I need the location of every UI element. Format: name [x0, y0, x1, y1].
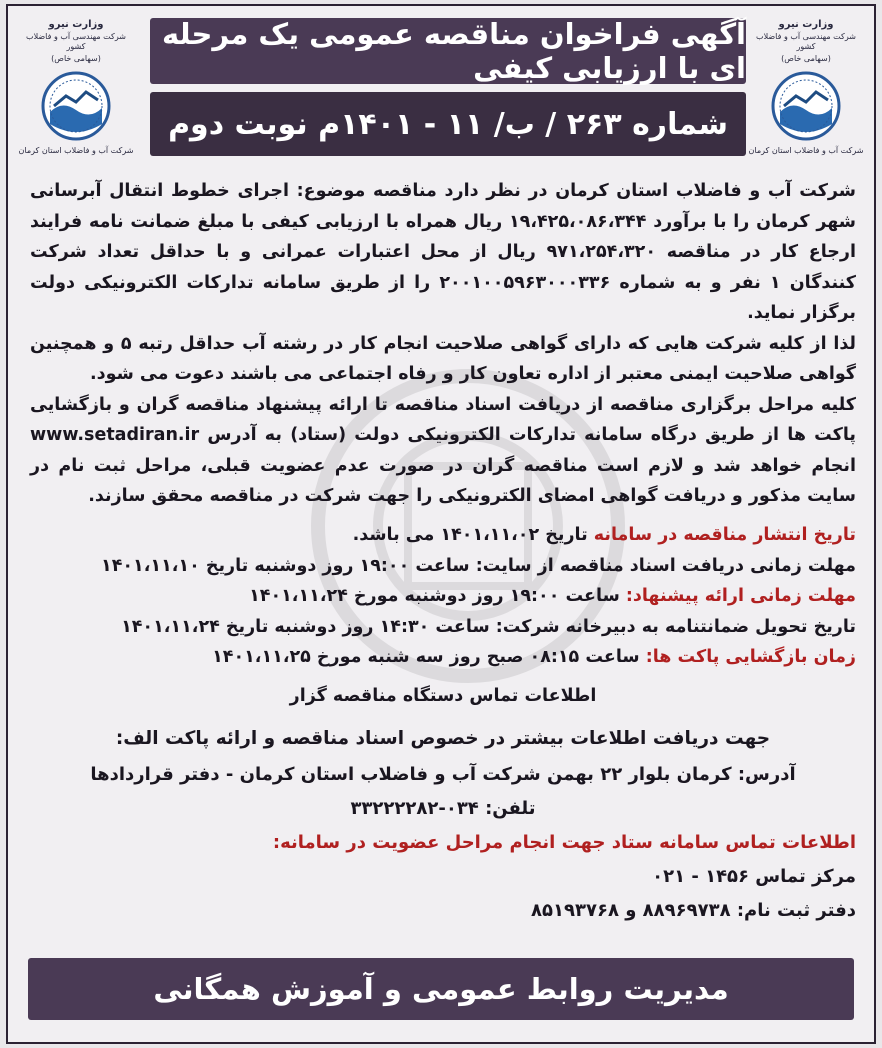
footer-banner: مدیریت روابط عمومی و آموزش همگانی	[28, 958, 854, 1020]
notice-title: آگهی فراخوان مناقصه عمومی یک مرحله ای با ارزیابی کیفی	[150, 18, 746, 84]
logo-subtitle-2: (سهامی خاص)	[781, 54, 831, 63]
logo-subtitle: شرکت مهندسی آب و فاضلاب کشور	[26, 32, 126, 51]
ministry-label: وزارت نیرو	[48, 19, 104, 30]
setad-registration-office: دفتر ثبت نام: ۸۸۹۶۹۷۳۸ و ۸۵۱۹۳۷۶۸	[531, 900, 856, 921]
schedule-row-docs	[30, 551, 856, 582]
docs-deadline-value: ساعت ۱۹:۰۰ روز دوشنبه تاریخ ۱۴۰۱،۱۱،۱۰	[101, 555, 470, 576]
setad-website-link[interactable]: www.setadiran.ir	[30, 425, 200, 445]
contact-address: آدرس: کرمان بلوار ۲۲ بهمن شرکت آب و فاضلاب استان کرمان - دفتر قراردادها	[90, 764, 796, 785]
tender-notice	[6, 4, 876, 1044]
body-paragraph-3-end: انجام خواهد شد و لازم است مناقصه گران در صورت عدم عضویت قبلی، مراحل ثبت نام در سایت مذکور و دریافت گواهی امضای الکترونیکی را جهت شرکت در مناقصه محقق سازند.	[30, 455, 856, 506]
body-paragraph-3-start: کلیه مراحل برگزاری مناقصه از دریافت اسناد مناقصه تا ارائه پیشنهاد مناقصه گران و بازگشایی پاکت ها از طریق درگاه سامانه تدارکات الکترونیکی دولت (ستاد) به آدرس	[30, 394, 857, 445]
logo-company-name: شرکت آب و فاضلاب استان کرمان	[18, 146, 134, 155]
logo-company-name: شرکت آب و فاضلاب استان کرمان	[748, 146, 864, 155]
docs-deadline-label: مهلت زمانی دریافت اسناد مناقصه از سایت:	[475, 555, 856, 576]
logo-subtitle: شرکت مهندسی آب و فاضلاب کشور	[756, 32, 856, 51]
schedule-row-guarantee	[30, 612, 856, 643]
guarantee-delivery-label: تاریخ تحویل ضمانتنامه به دبیرخانه شرکت:	[495, 616, 856, 637]
tender-schedule	[30, 520, 856, 673]
schedule-row-offer	[30, 581, 856, 612]
water-company-logo-right	[746, 16, 866, 176]
setad-heading: اطلاعات تماس سامانه ستاد جهت انجام مراحل عضویت در سامانه:	[272, 832, 856, 853]
water-drop-emblem-icon	[770, 70, 842, 142]
publish-date-value: تاریخ ۱۴۰۱،۱۱،۰۲ می باشد.	[352, 525, 588, 545]
water-company-logo-left	[16, 16, 136, 176]
schedule-row-opening	[30, 642, 856, 673]
water-drop-emblem-icon	[40, 70, 112, 142]
notice-number: شماره ۲۶۳ / ب/ ۱۱ - ۱۴۰۱م نوبت دوم	[150, 92, 746, 156]
offer-deadline-label: مهلت زمانی ارائه پیشنهاد:	[625, 586, 856, 606]
contact-heading: اطلاعات تماس دستگاه مناقصه گزار	[289, 686, 597, 706]
ministry-label: وزارت نیرو	[778, 19, 834, 30]
publish-date-label: تاریخ انتشار مناقصه در سامانه	[593, 525, 856, 545]
schedule-row-publish	[30, 520, 856, 551]
opening-time-label: زمان بازگشایی پاکت ها:	[645, 647, 856, 667]
body-paragraph-3	[30, 390, 856, 512]
contact-info-line: جهت دریافت اطلاعات بیشتر در خصوص اسناد مناقصه و ارائه پاکت الف:	[115, 728, 771, 749]
setad-call-center: مرکز تماس ۱۴۵۶ - ۰۲۱	[652, 866, 856, 887]
notice-body	[30, 176, 856, 512]
opening-time-value: ساعت ۰۸:۱۵ صبح روز سه شنبه مورخ ۱۴۰۱،۱۱،۲۵	[212, 647, 640, 667]
contact-phone: تلفن: ۰۳۴-۳۳۲۲۲۲۸۲	[350, 798, 536, 819]
offer-deadline-value: ساعت ۱۹:۰۰ روز دوشنبه مورخ ۱۴۰۱،۱۱،۲۴	[249, 586, 620, 606]
body-paragraph-2: لذا از کلیه شرکت هایی که دارای گواهی صلاحیت انجام کار در رشته آب حداقل رتبه ۵ و همچنین گواهی صلاحیت ایمنی معتبر از اداره تعاون کار و رفاه اجتماعی می باشند دعوت می شود.	[30, 333, 857, 384]
setad-contact	[30, 826, 856, 928]
guarantee-delivery-value: ساعت ۱۴:۳۰ روز دوشنبه تاریخ ۱۴۰۱،۱۱،۲۴	[121, 616, 490, 637]
logo-subtitle-2: (سهامی خاص)	[51, 54, 101, 63]
body-paragraph-1: شرکت آب و فاضلاب استان کرمان در نظر دارد مناقصه موضوع: اجرای خطوط انتقال آبرسانی شهر کرمان را با برآورد ۱۹،۴۲۵،۰۸۶،۳۴۴ ریال همراه با ارزیابی کیفی با مبلغ ضمانت نامه فرایند ارجاع کار در مناقصه ۹۷۱،۲۵۴،۳۲۰ ریال از محل اعتبارات عمرانی و با حداقل تعداد شرکت کنندگان ۱ نفر و به شماره ۲۰۰۱۰۰۵۹۶۳۰۰۰۳۳۶ را از طریق سامانه تدارکات الکترونیکی دولت برگزار نماید.	[30, 181, 856, 323]
contact-details	[30, 758, 856, 826]
